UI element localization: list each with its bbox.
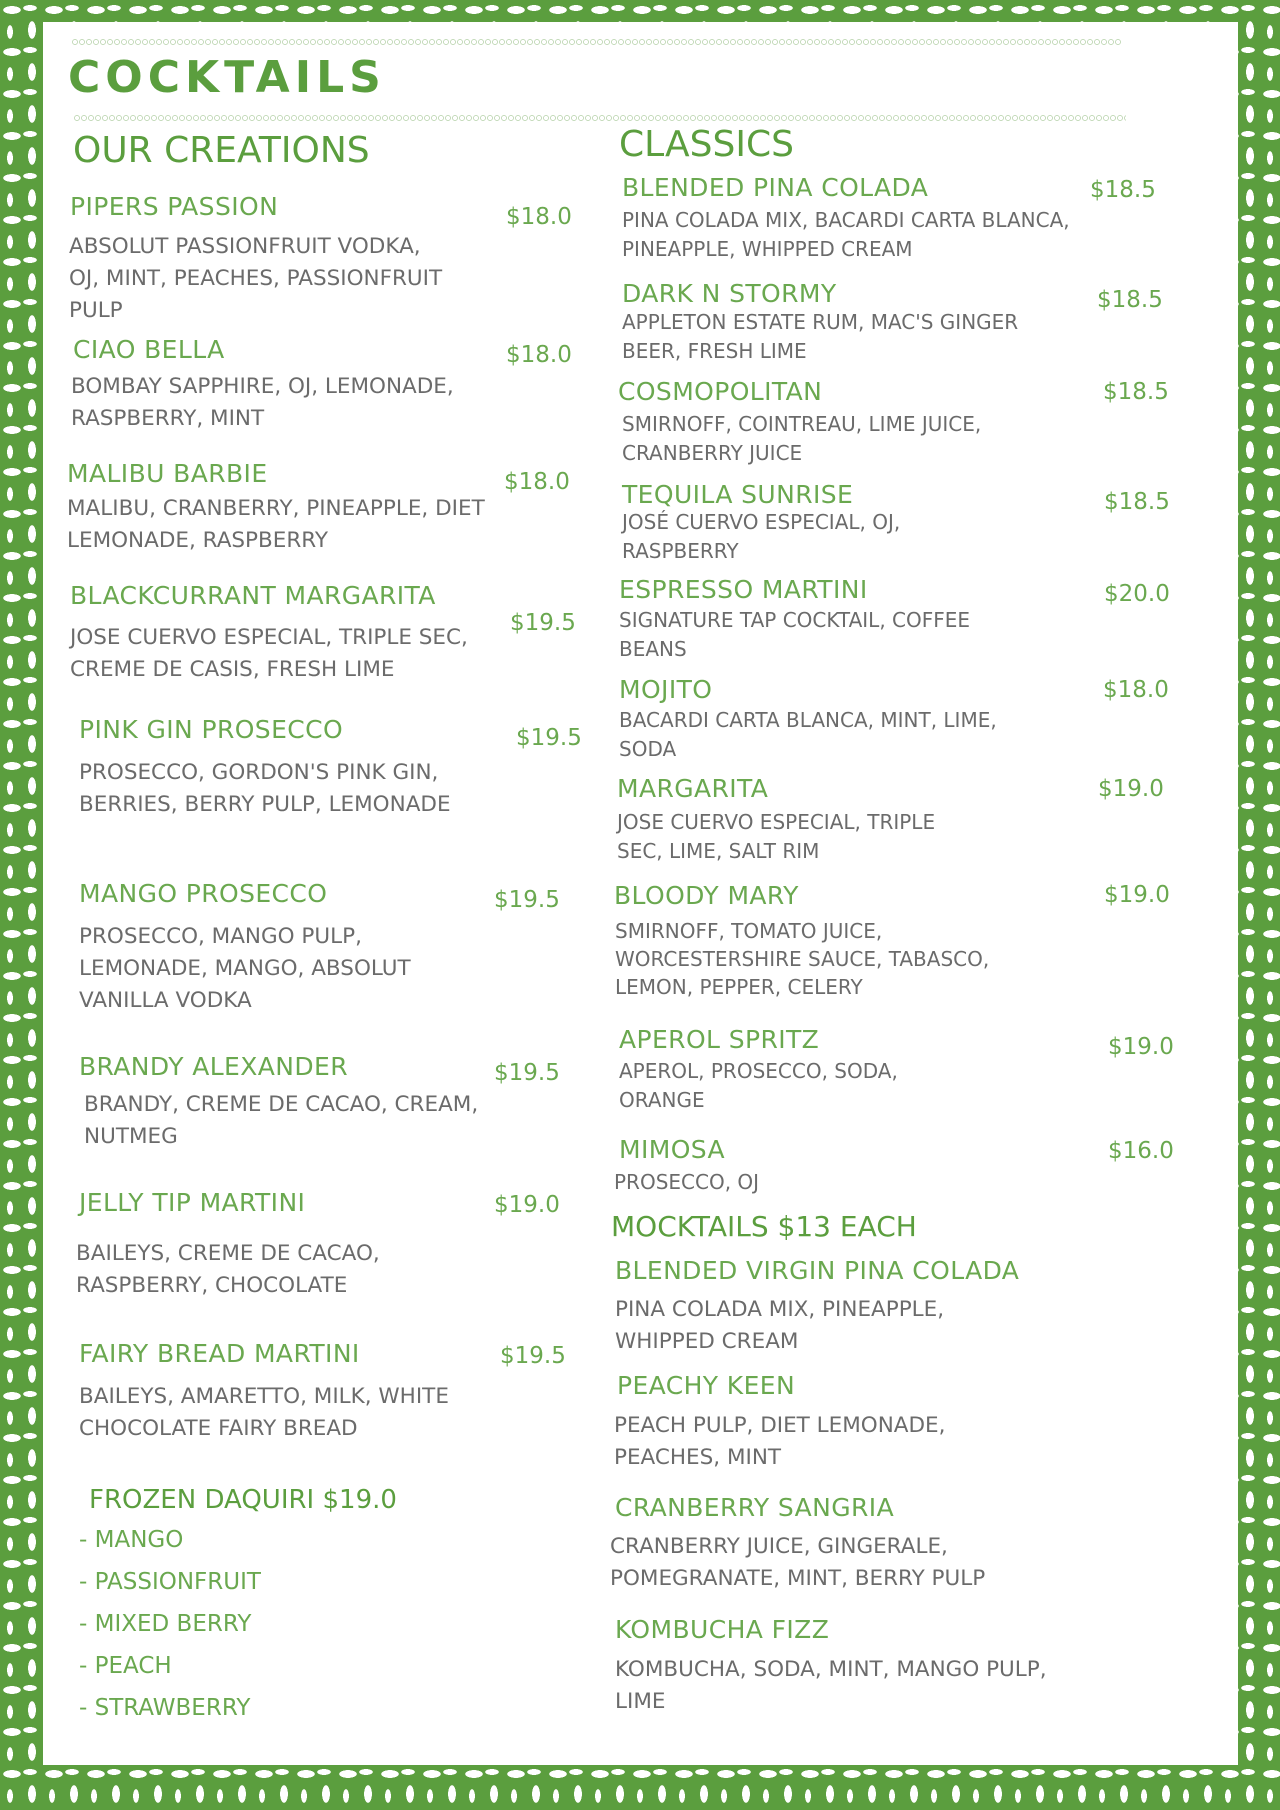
menu-item-description: PROSECCO, MANGO PULP, LEMONADE, MANGO, ABSOLUT VANILLA VODKA	[79, 924, 411, 1013]
menu-item-price: $16.0	[1108, 1138, 1174, 1164]
menu-item-price: $18.5	[1103, 379, 1169, 405]
menu-item-name: ESPRESSO MARTINI	[619, 575, 868, 604]
section-title-mocktails: MOCKTAILS $13 EACH	[611, 1210, 917, 1243]
menu-item-name: COSMOPOLITAN	[618, 377, 823, 406]
menu-item-name: KOMBUCHA FIZZ	[615, 1615, 830, 1644]
menu-item-price: $19.0	[1104, 882, 1170, 908]
menu-item-price: $18.5	[1097, 287, 1163, 313]
menu-item-description: SMIRNOFF, COINTREAU, LIME JUICE, CRANBERRY JUICE	[622, 412, 982, 465]
menu-item-name: JELLY TIP MARTINI	[79, 1188, 306, 1217]
menu-item-price: $18.5	[1104, 489, 1170, 515]
menu-item-name: PIPERS PASSION	[70, 192, 279, 221]
menu-item-name: BLENDED VIRGIN PINA COLADA	[615, 1256, 1020, 1285]
section-title-classics: CLASSICS	[619, 124, 794, 165]
menu-item-name: BLENDED PINA COLADA	[622, 173, 929, 202]
menu-item-description: JOSE CUERVO ESPECIAL, TRIPLE SEC, LIME, SALT RIM	[617, 810, 936, 863]
menu-item-description: JOSE CUERVO ESPECIAL, TRIPLE SEC, CREME DE CASIS, FRESH LIME	[70, 625, 468, 682]
menu-item-name: APEROL SPRITZ	[619, 1025, 820, 1054]
page-title: COCKTAILS	[68, 52, 386, 103]
menu-item-description: BACARDI CARTA BLANCA, MINT, LIME, SODA	[619, 708, 997, 761]
daquiri-flavor: - MIXED BERRY	[79, 1611, 252, 1637]
menu-item-description: PROSECCO, OJ	[614, 1170, 760, 1194]
menu-item-name: BLOODY MARY	[614, 881, 799, 910]
menu-item-description: BAILEYS, AMARETTO, MILK, WHITE CHOCOLATE FAIRY BREAD	[79, 1384, 449, 1441]
daquiri-flavor: - STRAWBERRY	[79, 1695, 251, 1721]
menu-item-description: CRANBERRY JUICE, GINGERALE, POMEGRANATE, MINT, BERRY PULP	[610, 1534, 986, 1591]
menu-item-description: MALIBU, CRANBERRY, PINEAPPLE, DIET LEMONADE, RASPBERRY	[67, 496, 485, 553]
menu-item-name: BLACKCURRANT MARGARITA	[70, 581, 436, 610]
menu-item-name: PINK GIN PROSECCO	[79, 715, 344, 744]
menu-item-description: SIGNATURE TAP COCKTAIL, COFFEE BEANS	[619, 608, 971, 661]
menu-item-price: $19.5	[510, 610, 576, 636]
menu-item-description: APEROL, PROSECCO, SODA, ORANGE	[619, 1059, 898, 1112]
menu-item-description: BOMBAY SAPPHIRE, OJ, LEMONADE, RASPBERRY, MINT	[71, 374, 454, 431]
menu-item-price: $19.5	[500, 1343, 566, 1369]
menu-item-price: $18.0	[506, 342, 572, 368]
menu-item-description: KOMBUCHA, SODA, MINT, MANGO PULP, LIME	[615, 1657, 1047, 1714]
menu-item-description: ABSOLUT PASSIONFRUIT VODKA, OJ, MINT, PEACHES, PASSIONFRUIT PULP	[69, 234, 443, 323]
menu-item-name: CRANBERRY SANGRIA	[615, 1493, 895, 1522]
title-divider	[74, 114, 1126, 122]
menu-item-price: $19.0	[494, 1192, 560, 1218]
menu-item-name: FAIRY BREAD MARTINI	[79, 1339, 360, 1368]
menu-item-description: PINA COLADA MIX, BACARDI CARTA BLANCA, PINEAPPLE, WHIPPED CREAM	[622, 208, 1070, 261]
section-title-our-creations: OUR CREATIONS	[73, 130, 370, 171]
frozen-daquiri-title: FROZEN DAQUIRI $19.0	[89, 1485, 397, 1515]
menu-item-name: DARK N STORMY	[622, 279, 837, 308]
menu-item-price: $18.5	[1090, 177, 1156, 203]
menu-item-description: JOSÉ CUERVO ESPECIAL, OJ, RASPBERRY	[622, 510, 901, 563]
menu-item-price: $19.5	[494, 887, 560, 913]
menu-item-price: $19.0	[1098, 776, 1164, 802]
menu-item-name: PEACHY KEEN	[617, 1371, 796, 1400]
menu-item-description: APPLETON ESTATE RUM, MAC'S GINGER BEER, FRESH LIME	[622, 310, 1019, 363]
menu-item-description: BRANDY, CREME DE CACAO, CREAM, NUTMEG	[84, 1092, 479, 1149]
menu-item-price: $18.0	[1103, 677, 1169, 703]
menu-item-name: MANGO PROSECCO	[79, 879, 328, 908]
daquiri-flavor: - MANGO	[79, 1527, 184, 1553]
menu-item-name: MOJITO	[619, 675, 713, 704]
menu-item-price: $19.0	[1108, 1034, 1174, 1060]
menu-item-description: PEACH PULP, DIET LEMONADE, PEACHES, MINT	[614, 1413, 946, 1470]
menu-item-price: $18.0	[506, 204, 572, 230]
menu-item-name: MALIBU BARBIE	[67, 459, 268, 488]
menu-item-name: CIAO BELLA	[73, 335, 225, 364]
menu-item-description: SMIRNOFF, TOMATO JUICE, WORCESTERSHIRE SAUCE, TABASCO, LEMON, PEPPER, CELERY	[615, 919, 990, 999]
menu-item-description: PINA COLADA MIX, PINEAPPLE, WHIPPED CREAM	[615, 1297, 945, 1354]
menu-item-name: BRANDY ALEXANDER	[79, 1052, 348, 1081]
menu-item-price: $18.0	[504, 469, 570, 495]
menu-item-price: $19.5	[516, 725, 582, 751]
menu-item-price: $19.5	[494, 1060, 560, 1086]
daquiri-flavor: - PASSIONFRUIT	[79, 1569, 261, 1595]
menu-item-description: PROSECCO, GORDON'S PINK GIN, BERRIES, BERRY PULP, LEMONADE	[79, 760, 451, 817]
menu-item-price: $20.0	[1104, 581, 1170, 607]
top-divider	[72, 38, 1122, 46]
menu-item-name: MARGARITA	[617, 774, 769, 803]
daquiri-flavor: - PEACH	[79, 1653, 172, 1679]
menu-item-name: TEQUILA SUNRISE	[622, 480, 854, 509]
menu-item-name: MIMOSA	[619, 1135, 726, 1164]
menu-item-description: BAILEYS, CREME DE CACAO, RASPBERRY, CHOCOLATE	[76, 1241, 380, 1298]
